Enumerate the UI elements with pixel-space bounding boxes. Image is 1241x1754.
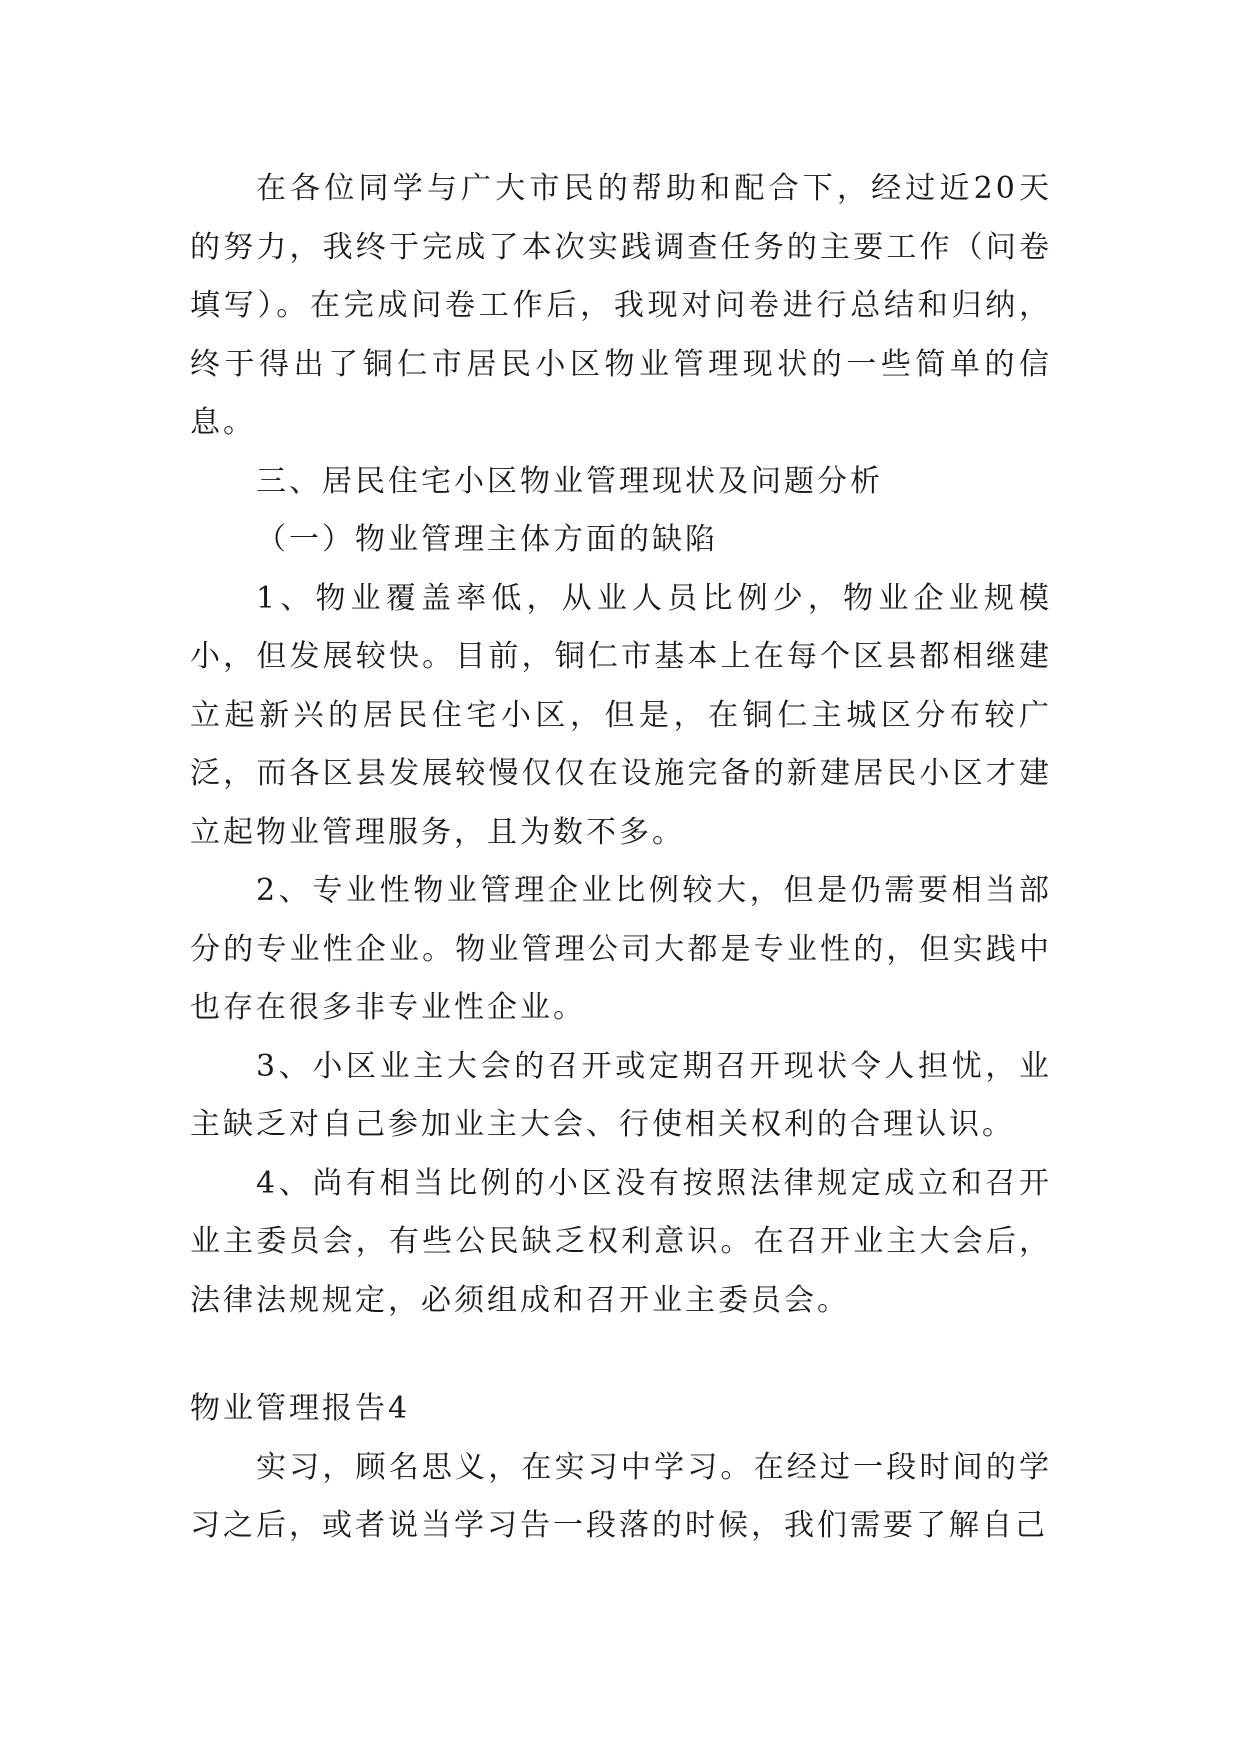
paragraph-point-1: 1、物业覆盖率低，从业人员比例少，物业企业规模小，但发展较快。目前，铜仁市基本上在每个区县都相继建立起新兴的居民住宅小区，但是，在铜仁主城区分布较广泛，而各区县发展较慢仅仅在设施完备的新建居民小区才建立起物业管理服务，且为数不多。 — [190, 580, 1052, 850]
subsection-heading: （一）物业管理主体方面的缺陷 — [256, 522, 718, 557]
section-heading: 三、居民住宅小区物业管理现状及问题分析 — [256, 463, 883, 499]
paragraph-survey-summary: 在各位同学与广大市民的帮助和配合下，经过近20天的努力，我终于完成了本次实践调查任务的主要工作（问卷填写）。在完成问卷工作后，我现对问卷进行总结和归纳，终于得出了铜仁市居民小区物业管理现状的一些简单的信息。 — [190, 171, 1052, 440]
report-title: 物业管理报告4 — [190, 1391, 411, 1426]
document-body — [190, 160, 1052, 1556]
paragraph-internship-intro: 实习，顾名思义，在实习中学习。在经过一段时间的学习之后，或者说当学习告一段落的时候，我们需要了解自己 — [190, 1449, 1052, 1543]
paragraph-point-4: 4、尚有相当比例的小区没有按照法律规定成立和召开业主委员会，有些公民缺乏权利意识。在召开业主大会后，法律法规规定，必须组成和召开业主委员会。 — [190, 1165, 1052, 1318]
paragraph-point-2: 2、专业性物业管理企业比例较大，但是仍需要相当部分的专业性企业。物业管理公司大都是专业性的，但实践中也存在很多非专业性企业。 — [190, 873, 1052, 1025]
paragraph-point-3: 3、小区业主大会的召开或定期召开现状令人担忧，业主缺乏对自己参加业主大会、行使相关权利的合理认识。 — [190, 1048, 1052, 1142]
